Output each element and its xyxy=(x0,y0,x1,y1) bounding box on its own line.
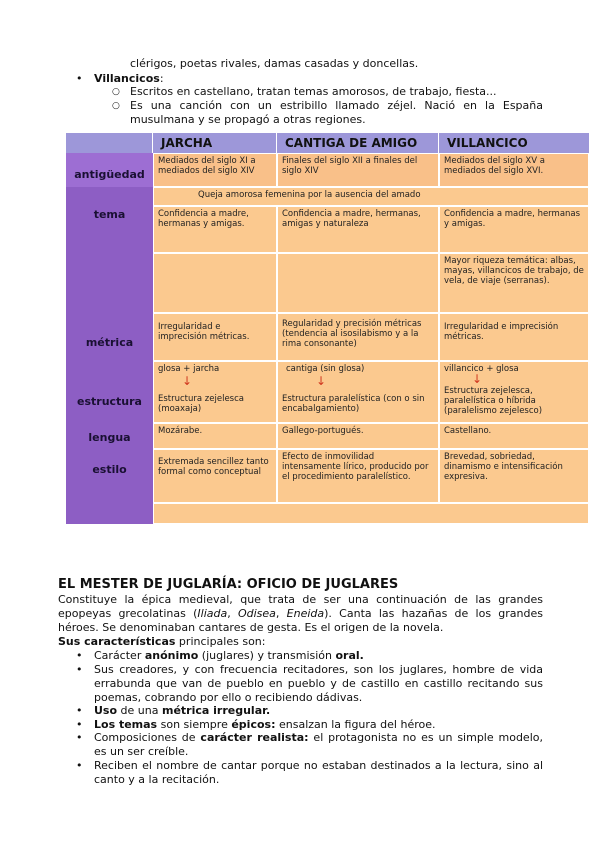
b5a: Composiciones de xyxy=(94,731,201,744)
down-arrow-icon: ↓ xyxy=(316,374,327,388)
mester-intro xyxy=(58,593,543,635)
antiguedad-cantiga: Finales del siglo XII a finales del siglo XIV xyxy=(277,153,439,187)
villancicos-colon: : xyxy=(159,72,164,85)
b1d: oral. xyxy=(335,649,364,662)
lengua-cantiga: Gallego-portugués. xyxy=(277,423,439,449)
b3a: Uso xyxy=(94,704,118,717)
section-title: EL MESTER DE JUGLARÍA: OFICIO DE JUGLARES xyxy=(58,577,399,592)
caracteristicas-rest: principales son: xyxy=(175,635,266,648)
header-villancico: VILLANCICO xyxy=(439,133,589,153)
b5c: el protagonista no es un simple modelo, es un ser creíble. xyxy=(94,731,543,758)
caracteristicas-heading xyxy=(58,635,265,649)
bullet-cantar: • Reciben el nombre de cantar porque no estaban destinados a la lectura, sino al canto y a la recitación. xyxy=(94,759,543,787)
villancicos-sub-2: ○ Es una canción con un estribillo llamado zéjel. Nació en la España musulmana y se propagó a otras regiones. xyxy=(130,99,543,127)
tema-jarcha: Confidencia a madre, hermanas y amigas. xyxy=(153,206,277,253)
label-tema: tema xyxy=(93,208,126,221)
eneida: Eneida xyxy=(286,607,325,620)
estructura-villancico-top: villancico + glosa xyxy=(444,364,519,374)
mester-intro-b: ). Canta las hazañas de los grandes héroes. Se denominaban cantares de gesta. Es el origen de la novela. xyxy=(58,607,543,634)
estilo-jarcha: Extremada sencillez tanto formal como conceptual xyxy=(153,449,277,503)
estructura-jarcha xyxy=(153,361,277,423)
lengua-villancico: Castellano. xyxy=(439,423,589,449)
lengua-jarcha: Mozárabe. xyxy=(153,423,277,449)
row-label-column xyxy=(66,153,153,524)
estructura-cantiga-bottom: Estructura paralelística (con o sin encabalgamiento) xyxy=(282,394,425,414)
label-metrica: métrica xyxy=(85,336,134,349)
comparison-table xyxy=(66,133,589,524)
b1c: (juglares) y transmisión xyxy=(198,649,336,662)
label-estructura: estructura xyxy=(77,395,142,408)
b4b: son siempre xyxy=(157,718,232,731)
bullet-metrica xyxy=(94,704,543,718)
b4d: ensalzan la figura del héroe. xyxy=(275,718,436,731)
estructura-villancico xyxy=(439,361,589,423)
caracteristicas-bold: Sus características xyxy=(58,635,176,648)
bullet-creadores: • Sus creadores, y con frecuencia recitadores, son los juglares, hombre de vida errabunda que van de pueblo en pueblo y de castillo en castillo recitando sus poemas, cobrando por ello o recibiendo dádivas. xyxy=(94,663,543,705)
villancicos-sub-1: ○ Escritos en castellano, tratan temas amorosos, de trabajo, fiesta... xyxy=(130,85,540,99)
tema-cantiga: Confidencia a madre, hermanas, amigas y naturaleza xyxy=(277,206,439,253)
metrica-jarcha: Irregularidad e imprecisión métricas. xyxy=(153,313,277,361)
antiguedad-jarcha: Mediados del siglo XI a mediados del siglo XIV xyxy=(153,153,277,187)
metrica-villancico: Irregularidad e imprecisión métricas. xyxy=(439,313,589,361)
tema-extra-cantiga xyxy=(277,253,439,313)
tema-extra-villancico: Mayor riqueza temática: albas, mayas, villancicos de trabajo, de vela, de viaje (serranas). xyxy=(439,253,589,313)
bullet-anonimo xyxy=(94,649,543,663)
bullet-realista xyxy=(94,731,543,759)
tema-extra-jarcha xyxy=(153,253,277,313)
antiguedad-villancico: Mediados del siglo XV a mediados del siglo XVI. xyxy=(439,153,589,187)
tema-common: Queja amorosa femenina por la ausencia del amado xyxy=(153,187,589,206)
b4c: épicos: xyxy=(231,718,276,731)
estilo-villancico: Brevedad, sobriedad, dinamismo e intensificación expresiva. xyxy=(439,449,589,503)
table-bottom-row xyxy=(153,503,589,524)
down-arrow-icon: ↓ xyxy=(472,372,483,386)
estructura-jarcha-bottom: Estructura zejelesca (moaxaja) xyxy=(158,394,244,414)
iliada: Iliada xyxy=(197,607,228,620)
estilo-cantiga: Efecto de inmovilidad intensamente lírico, producido por el procedimiento paralelístico. xyxy=(277,449,439,503)
b3c: métrica irregular. xyxy=(161,704,271,717)
b4a: Los temas xyxy=(94,718,158,731)
label-lengua: lengua xyxy=(88,431,131,444)
estructura-cantiga-top: cantiga (sin glosa) xyxy=(286,364,365,374)
sep-2: , xyxy=(275,607,287,620)
estructura-jarcha-top: glosa + jarcha xyxy=(158,364,220,374)
label-antiguedad: antigüedad xyxy=(74,168,145,181)
b1b: anónimo xyxy=(144,649,199,662)
b1a: Carácter xyxy=(94,649,145,662)
villancicos-label: Villancicos xyxy=(94,72,160,85)
tema-villancico: Confidencia a madre, hermanas y amigas. xyxy=(439,206,589,253)
down-arrow-icon: ↓ xyxy=(182,374,193,388)
header-jarcha: JARCHA xyxy=(153,133,277,153)
sep-1: , xyxy=(227,607,238,620)
metrica-cantiga: Regularidad y precisión métricas (tendencia al isosilabismo y a la rima consonante) xyxy=(277,313,439,361)
estructura-villancico-bottom: Estructura zejelesca, paralelística o híbrida (paralelismo zejelesco) xyxy=(444,386,543,416)
header-empty xyxy=(66,133,153,153)
odisea: Odisea xyxy=(237,607,276,620)
villancicos-item xyxy=(94,72,164,86)
estructura-cantiga xyxy=(277,361,439,423)
header-cantiga: CANTIGA DE AMIGO xyxy=(277,133,439,153)
label-estilo: estilo xyxy=(92,463,127,476)
b5b: carácter realista: xyxy=(200,731,309,744)
intro-line: clérigos, poetas rivales, damas casadas y doncellas. xyxy=(130,57,419,70)
bullet-temas xyxy=(94,718,543,732)
b3b: de una xyxy=(117,704,162,717)
mester-intro-a: Constituye la épica medieval, que trata de ser una continuación de las grandes epopeyas grecolatinas ( xyxy=(58,593,543,620)
